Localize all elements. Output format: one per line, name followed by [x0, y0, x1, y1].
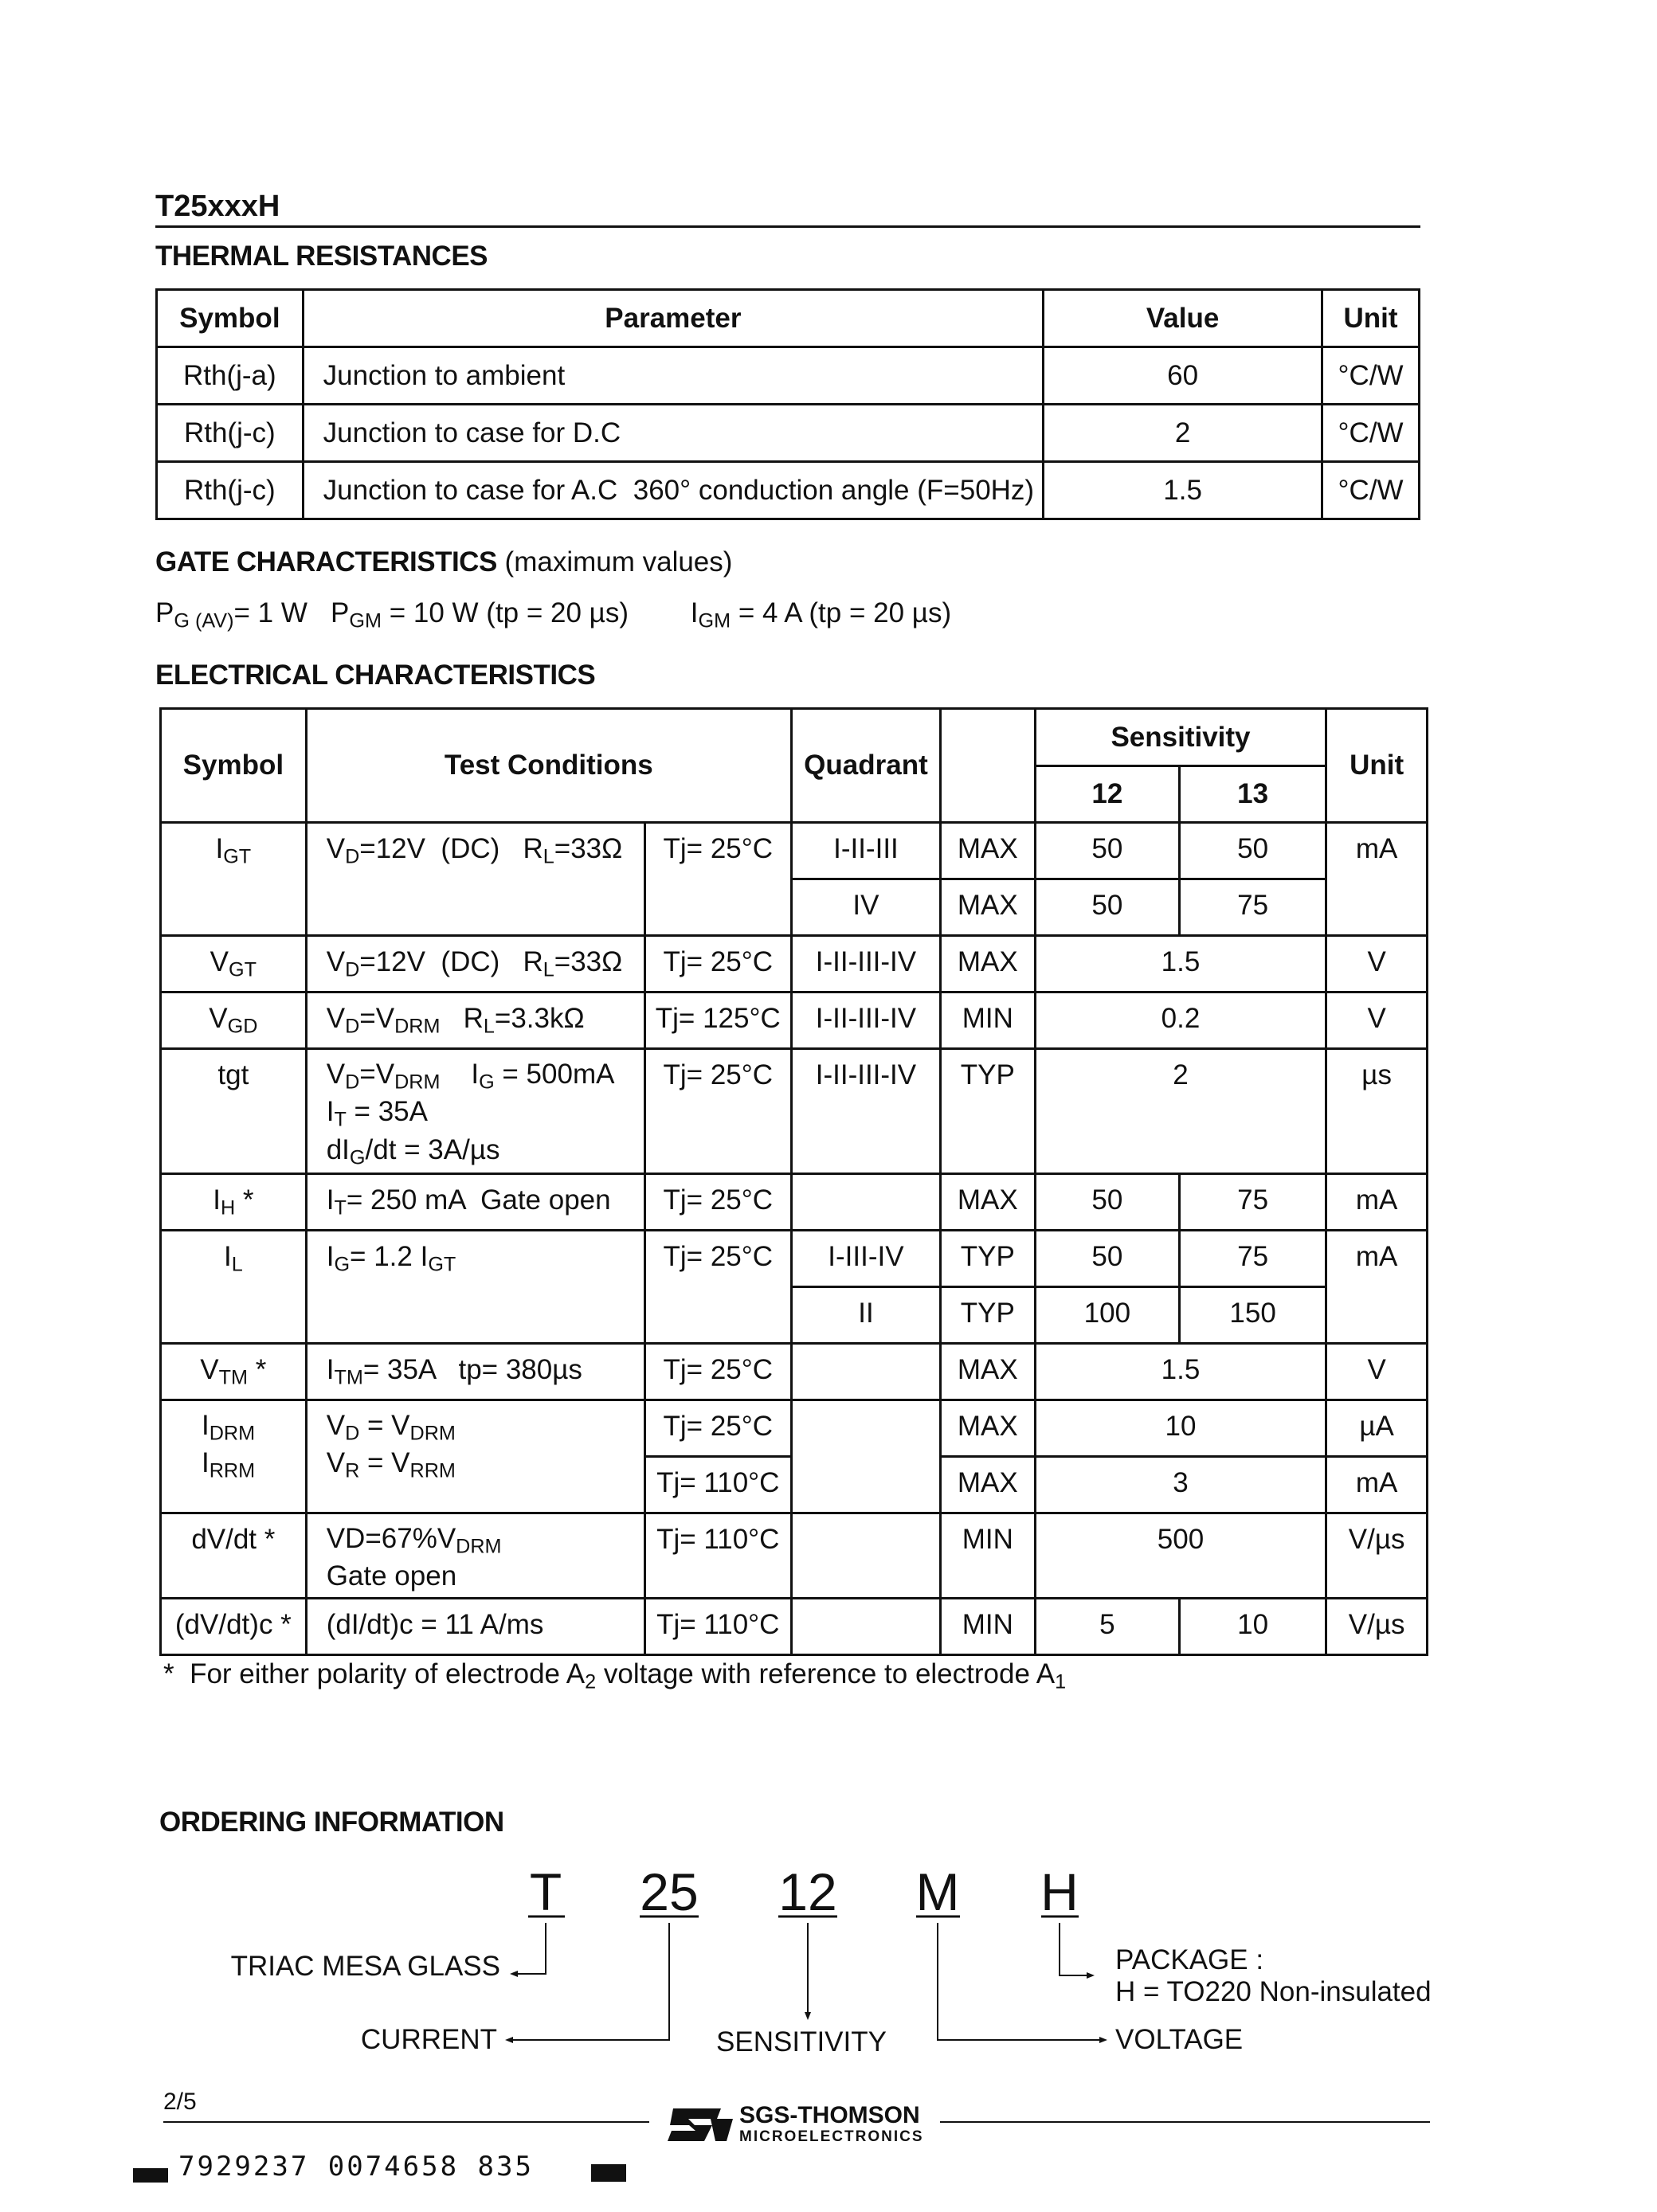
el-symbol-dvdt: dV/dt *: [161, 1513, 307, 1598]
thermal-symbol: Rth(j-c): [157, 462, 304, 519]
el-minmax: MAX: [940, 1343, 1035, 1400]
thermal-value: 2: [1044, 405, 1322, 462]
part-number: T25xxxH: [155, 190, 280, 223]
pgm-subscript: GM: [349, 609, 382, 632]
el-val-13: 10: [1180, 1598, 1326, 1654]
pg-value: = 1 W: [233, 597, 308, 628]
el-unit: V/µs: [1326, 1598, 1428, 1654]
connector-voltage: [938, 1923, 1103, 2040]
el-cond-tgt: VD=VDRM IG = 500mA IT = 35A dIG/dt = 3A/µs: [306, 1049, 644, 1174]
el-unit: µA: [1326, 1400, 1428, 1456]
connector-package: [1060, 1923, 1090, 1975]
el-symbol-dvdtc: (dV/dt)c *: [161, 1598, 307, 1654]
el-h-sens-12: 12: [1035, 766, 1179, 823]
el-tj: Tj= 110°C: [644, 1456, 791, 1513]
el-tj: Tj= 25°C: [644, 1049, 791, 1174]
el-val: 500: [1035, 1513, 1326, 1598]
el-tj: Tj= 25°C: [644, 1230, 791, 1343]
el-symbol-vgt: VGT: [161, 936, 307, 992]
arrow-sensitivity-icon: [805, 2012, 811, 2020]
thermal-h-parameter: Parameter: [303, 290, 1043, 347]
pg-symbol: P: [155, 597, 174, 628]
ordering-heading: ORDERING INFORMATION: [159, 1807, 504, 1838]
el-symbol-tgt: tgt: [161, 1049, 307, 1174]
el-quadrant: I-II-III-IV: [791, 1049, 940, 1174]
el-tj: Tj= 25°C: [644, 1343, 791, 1400]
el-val-13: 75: [1180, 1173, 1326, 1230]
connector-current: [510, 1923, 669, 2040]
el-unit: mA: [1326, 823, 1428, 936]
thermal-value: 1.5: [1044, 462, 1322, 519]
el-minmax: TYP: [940, 1286, 1035, 1343]
el-quadrant: I-II-III-IV: [791, 992, 940, 1049]
scan-mark-right: [591, 2164, 626, 2182]
el-minmax: MAX: [940, 1173, 1035, 1230]
el-symbol-il: IL: [161, 1230, 307, 1343]
thermal-h-value: Value: [1044, 290, 1322, 347]
el-val-12: 50: [1035, 1230, 1179, 1286]
el-minmax: TYP: [940, 1049, 1035, 1174]
thermal-unit: °C/W: [1322, 462, 1420, 519]
electrical-heading: ELECTRICAL CHARACTERISTICS: [155, 660, 596, 691]
el-minmax: MAX: [940, 879, 1035, 936]
el-quadrant: IV: [791, 879, 940, 936]
el-symbol-igt: IGT: [161, 823, 307, 936]
el-cond-vgt: VD=12V (DC) RL=33Ω: [306, 936, 644, 992]
el-minmax: MIN: [940, 1598, 1035, 1654]
gate-heading-note: (maximum values): [504, 546, 733, 577]
el-tj: Tj= 110°C: [644, 1598, 791, 1654]
el-val-12: 50: [1035, 879, 1179, 936]
el-unit: mA: [1326, 1230, 1428, 1343]
thermal-parameter: Junction to case for D.C: [303, 405, 1043, 462]
el-minmax: TYP: [940, 1230, 1035, 1286]
label-sensitivity: SENSITIVITY: [716, 2026, 887, 2057]
label-current: CURRENT: [360, 2024, 497, 2055]
code-12: 12: [778, 1862, 837, 1921]
el-h-sens-13: 13: [1180, 766, 1326, 823]
el-val: 1.5: [1035, 1343, 1326, 1400]
barcode-text: 7929237 0074658 835: [178, 2151, 534, 2183]
el-unit: V: [1326, 992, 1428, 1049]
el-h-symbol: Symbol: [161, 709, 307, 823]
el-val-13: 75: [1180, 879, 1326, 936]
el-h-unit: Unit: [1326, 709, 1428, 823]
el-symbol-vtm: VTM *: [161, 1343, 307, 1400]
thermal-h-symbol: Symbol: [157, 290, 304, 347]
el-minmax: MIN: [940, 1513, 1035, 1598]
el-val-12: 50: [1035, 1173, 1179, 1230]
el-minmax: MAX: [940, 1456, 1035, 1513]
thermal-parameter: Junction to case for A.C 360° conduction angle (F=50Hz): [303, 462, 1043, 519]
el-cond-dvdtc: (dI/dt)c = 11 A/ms: [306, 1598, 644, 1654]
thermal-symbol: Rth(j-a): [157, 347, 304, 405]
thermal-unit: °C/W: [1322, 347, 1420, 405]
code-m: M: [915, 1862, 960, 1921]
label-package-value: H = TO220 Non-insulated: [1115, 1976, 1432, 2007]
arrow-triac-icon: [510, 1971, 518, 1977]
el-val: 3: [1035, 1456, 1326, 1513]
el-tj: Tj= 25°C: [644, 1173, 791, 1230]
scan-mark-left: [133, 2168, 168, 2183]
el-cond-vgd: VD=VDRM RL=3.3kΩ: [306, 992, 644, 1049]
igm-value: = 4 A (tp = 20 µs): [731, 597, 952, 628]
el-val-12: 100: [1035, 1286, 1179, 1343]
el-cond-igt: VD=12V (DC) RL=33Ω: [306, 823, 644, 936]
footnote: * For either polarity of electrode A2 voltage with reference to electrode A1: [163, 1658, 1067, 1693]
el-symbol-vgd: VGD: [161, 992, 307, 1049]
igm-symbol: I: [690, 597, 699, 628]
el-cond-ih: IT= 250 mA Gate open: [306, 1173, 644, 1230]
brand-sub: MICROELECTRONICS: [739, 2128, 924, 2145]
thermal-unit: °C/W: [1322, 405, 1420, 462]
el-cond-idrm: VD = VDRM VR = VRRM: [306, 1400, 644, 1513]
label-package: PACKAGE :: [1115, 1944, 1264, 1975]
el-val: 10: [1035, 1400, 1326, 1456]
el-symbol-ih: IH *: [161, 1173, 307, 1230]
el-tj: Tj= 110°C: [644, 1513, 791, 1598]
el-quadrant: I-II-III-IV: [791, 936, 940, 992]
el-cond-il: IG= 1.2 IGT: [306, 1230, 644, 1343]
code-t: T: [529, 1862, 562, 1921]
el-minmax: MAX: [940, 823, 1035, 879]
el-val: 1.5: [1035, 936, 1326, 992]
code-h: H: [1040, 1862, 1079, 1921]
el-tj-igt: Tj= 25°C: [644, 823, 791, 936]
el-val-12: 5: [1035, 1598, 1179, 1654]
el-quadrant: I-III-IV: [791, 1230, 940, 1286]
code-25: 25: [640, 1862, 699, 1921]
thermal-value: 60: [1044, 347, 1322, 405]
el-unit: V: [1326, 1343, 1428, 1400]
gate-heading: GATE CHARACTERISTICS: [155, 546, 497, 577]
el-quadrant: I-II-III: [791, 823, 940, 879]
el-unit: V/µs: [1326, 1513, 1428, 1598]
el-h-sensitivity: Sensitivity: [1035, 709, 1326, 766]
arrow-package-icon: [1087, 1972, 1095, 1979]
label-voltage: VOLTAGE: [1115, 2024, 1244, 2055]
el-val: 2: [1035, 1049, 1326, 1174]
el-unit: µs: [1326, 1049, 1428, 1174]
pgm-value: = 10 W (tp = 20 µs): [381, 597, 629, 628]
thermal-parameter: Junction to ambient: [303, 347, 1043, 405]
thermal-h-unit: Unit: [1322, 290, 1420, 347]
el-cond-dvdt: VD=67%VDRM Gate open: [306, 1513, 644, 1598]
el-symbol-idrm: IDRM IRRM: [161, 1400, 307, 1513]
el-val-13: 75: [1180, 1230, 1326, 1286]
pgm-symbol: P: [331, 597, 350, 628]
el-tj: Tj= 25°C: [644, 1400, 791, 1456]
thermal-symbol: Rth(j-c): [157, 405, 304, 462]
el-tj: Tj= 125°C: [644, 992, 791, 1049]
el-tj: Tj= 25°C: [644, 936, 791, 992]
brand-name: SGS-THOMSON: [739, 2102, 920, 2128]
el-quadrant: II: [791, 1286, 940, 1343]
label-triac: TRIAC MESA GLASS: [230, 1951, 500, 1982]
el-val-13: 50: [1180, 823, 1326, 879]
el-h-quadrant: Quadrant: [791, 709, 940, 823]
el-h-test-conditions: Test Conditions: [306, 709, 791, 823]
pg-subscript: G (AV): [174, 609, 234, 632]
arrow-voltage-icon: [1099, 2037, 1107, 2043]
el-cond-vtm: ITM= 35A tp= 380µs: [306, 1343, 644, 1400]
el-unit: V: [1326, 936, 1428, 992]
st-logo-icon: [668, 2108, 733, 2141]
el-unit: mA: [1326, 1173, 1428, 1230]
page-number: 2/5: [163, 2089, 197, 2115]
el-val-13: 150: [1180, 1286, 1326, 1343]
el-minmax: MIN: [940, 992, 1035, 1049]
connector-triac: [514, 1923, 546, 1974]
thermal-heading: THERMAL RESISTANCES: [155, 241, 488, 272]
el-minmax: MAX: [940, 1400, 1035, 1456]
el-unit: mA: [1326, 1456, 1428, 1513]
el-val-12: 50: [1035, 823, 1179, 879]
el-minmax: MAX: [940, 936, 1035, 992]
igm-subscript: GM: [698, 609, 731, 632]
el-val: 0.2: [1035, 992, 1326, 1049]
arrow-current-icon: [505, 2037, 513, 2043]
